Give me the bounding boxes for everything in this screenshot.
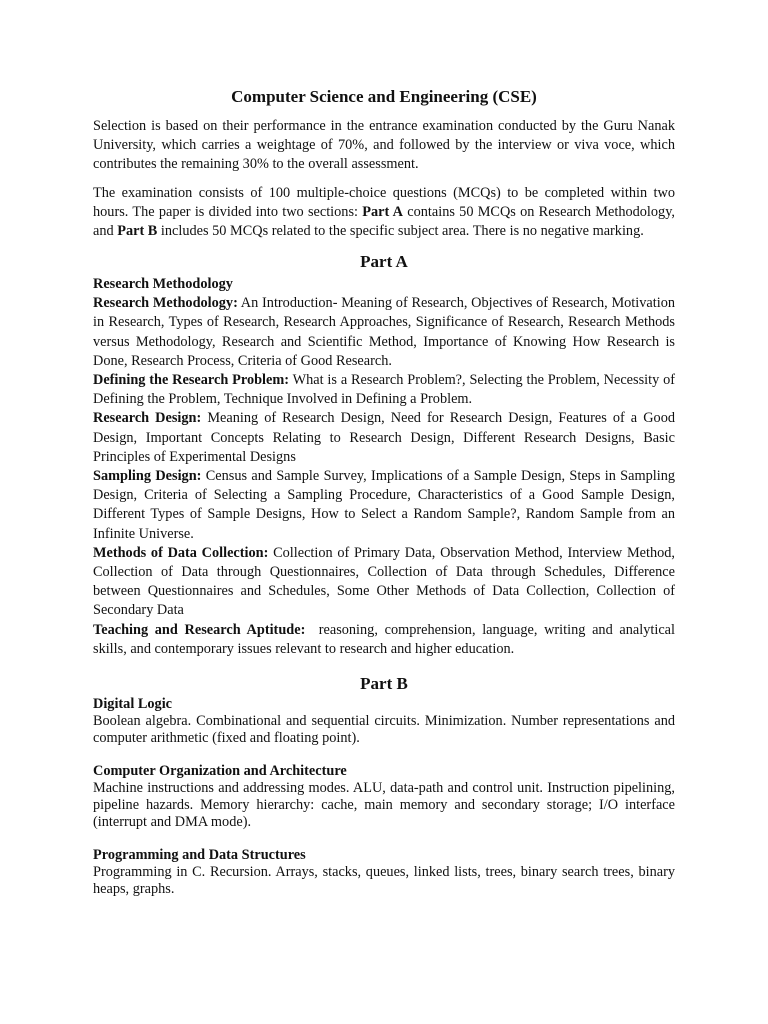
part-b-section-text: Boolean algebra. Combinational and sequential circuits. Minimization. Number representations and computer arithmetic (fixed and floating point). [93,713,675,747]
intro-exam-text-mid: contains 50 MCQs on Research Methodology, and [93,203,675,240]
part-a-heading: Part A [360,252,408,272]
intro-paragraph-selection [93,117,675,175]
intro-exam-text-end: includes 50 MCQs related to the specific subject area. There is no negative marking. [157,223,644,240]
part-b-section-heading: Computer Organization and Architecture [93,763,347,780]
part-b-section-heading: Programming and Data Structures [93,847,306,864]
topic-label: Defining the Research Problem: [93,372,290,389]
topic-label: Teaching and Research Aptitude: [93,621,306,638]
topic-sampling-design [93,467,675,544]
part-b-programming-data-structures [93,846,675,898]
topic-methods-of-data-collection [93,544,675,621]
intro-part-a-label: Part A [362,203,404,220]
part-b-heading: Part B [360,674,408,694]
part-b-section-heading: Digital Logic [93,696,173,713]
part-b-section-text: Programming in C. Recursion. Arrays, stacks, queues, linked lists, trees, binary search trees, binary heaps, graphs. [93,864,675,898]
intro-exam-text-start: The examination consists of 100 multiple-choice questions (MCQs) to be completed within two hours. The paper is divided into two sections: [93,184,675,220]
topic-label: Methods of Data Collection: [93,544,269,561]
intro-selection-text: Selection is based on their performance in the entrance examination conducted by the Guru Nanak University, which carries a weightage of 70%, and followed by the interview or viva voce, which contributes the remaining 30% to the overall assessment. [93,118,675,173]
topic-label: Research Design: [93,410,202,427]
topic-defining-research-problem [93,371,675,409]
topic-label: Sampling Design: [93,468,202,485]
topic-text: Collection of Primary Data, Observation Method, Interview Method, Collection of Data through Questionnaires, Collection of Data through Schedules, Difference between Questionnaires and Schedules, Some Other Methods of Data Collection, Collection of Secondary Data [93,544,675,619]
part-a-section-heading: Research Methodology [93,276,233,293]
topic-text: Census and Sample Survey, Implications of a Sample Design, Steps in Sampling Design, Criteria of Selecting a Sampling Procedure, Characteristics of a Good Sample Design, Different Types of Sample Designs, How to Select a Random Sample?, Random Sample from an Infinite Universe. [93,468,675,542]
topic-teaching-research-aptitude [93,621,679,659]
part-b-section-text: Machine instructions and addressing modes. ALU, data-path and control unit. Instruction pipelining, pipeline hazards. Memory hierarchy: cache, main memory and secondary storage; I/O interface (interrupt and DMA mode). [93,780,675,831]
intro-paragraph-examination [93,184,675,242]
topic-text: Meaning of Research Design, Need for Research Design, Features of a Good Design, Important Concepts Relating to Research Design, Different Research Designs, Basic Principles of Experimental Designs [93,410,675,465]
topic-text: reasoning, comprehension, language, writing and analytical skills, and contemporary issues relevant to research and higher education. [93,621,679,657]
topic-label: Research Methodology: [93,295,238,312]
document-title: Computer Science and Engineering (CSE) [231,87,537,106]
topic-research-design [93,409,675,467]
topic-text: What is a Research Problem?, Selecting the Problem, Necessity of Defining the Problem, Technique Involved in Defining a Problem. [93,372,676,408]
part-b-section [93,695,675,898]
part-a-section [93,275,679,659]
part-b-computer-organization [93,762,675,831]
topic-research-methodology [93,294,675,371]
topic-text: An Introduction- Meaning of Research, Objectives of Research, Motivation in Research, Types of Research, Research Approaches, Significance of Research, Research Methods versus Methodology, Research and Scientific Method, Importance of Knowing How Research is Done, Research Process, Criteria of Good Research. [93,295,675,369]
intro-part-b-label: Part B [117,223,158,240]
part-b-digital-logic [93,695,675,747]
